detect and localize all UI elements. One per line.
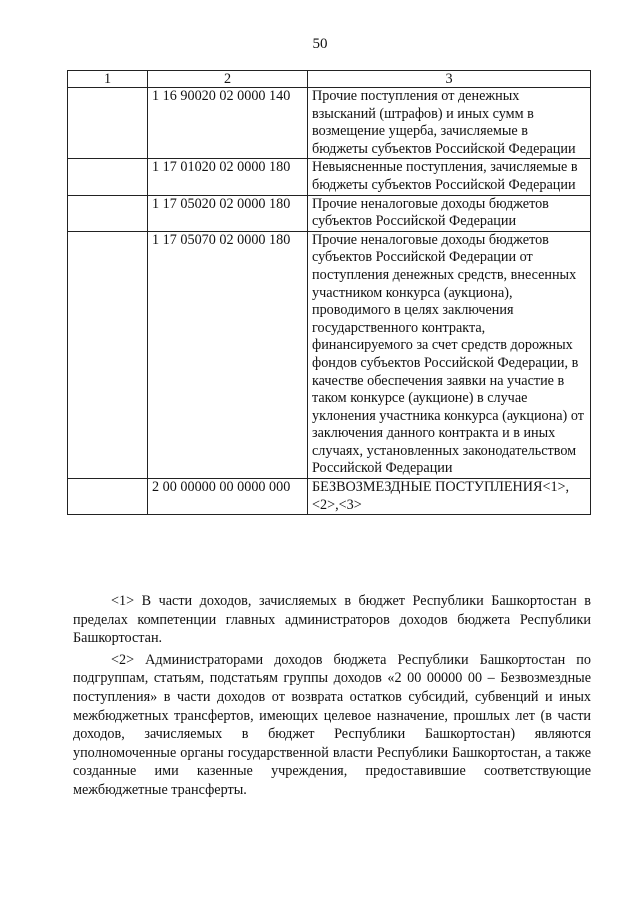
revenue-code-cell: 1 17 01020 02 0000 180	[148, 159, 308, 195]
admin-code-cell	[68, 88, 148, 159]
revenue-name-cell: Прочие неналоговые доходы бюджетов субъектов Российской Федерации	[308, 195, 591, 231]
admin-code-cell	[68, 231, 148, 478]
revenue-name-cell: БЕЗВОЗМЕЗДНЫЕ ПОСТУПЛЕНИЯ<1>,<2>,<3>	[308, 479, 591, 515]
table-header-row	[68, 71, 591, 88]
table-row	[68, 479, 591, 515]
footnote-1: <1> В части доходов, зачисляемых в бюджет Республики Башкортостан в пределах компетенции главных администраторов доходов бюджета Республики Башкортостан.	[73, 593, 591, 647]
header-cell-1: 1	[68, 71, 148, 88]
revenue-codes-table	[67, 70, 591, 515]
table-row	[68, 231, 591, 478]
footnote-2: <2> Администраторами доходов бюджета Республики Башкортостан по подгруппам, статьям, подстатьям группы доходов «2 00 00000 00 – Безвозмездные поступления» в части доходов от возврата остатков субсидий, субвенций и иных межбюджетных трансфертов, имеющих целевое назначение, прошлых лет (в части доходов, зачисляемых в бюджет Республики Башкортостан) являются уполномоченные органы государственной власти Республики Башкортостан, а также созданные ими казенные учреждения, предоставившие соответствующие межбюджетные трансферты.	[73, 651, 591, 798]
revenue-code-cell: 2 00 00000 00 0000 000	[148, 479, 308, 515]
header-cell-3: 3	[308, 71, 591, 88]
revenue-code-cell: 1 17 05070 02 0000 180	[148, 231, 308, 478]
revenue-code-cell: 1 16 90020 02 0000 140	[148, 88, 308, 159]
revenue-name-cell: Невыясненные поступления, зачисляемые в бюджеты субъектов Российской Федерации	[308, 159, 591, 195]
table-row	[68, 159, 591, 195]
table-row	[68, 88, 591, 159]
page-number: 50	[312, 36, 328, 52]
header-cell-2: 2	[148, 71, 308, 88]
revenue-code-cell: 1 17 05020 02 0000 180	[148, 195, 308, 231]
admin-code-cell	[68, 479, 148, 515]
footnotes	[73, 592, 591, 803]
table-row	[68, 195, 591, 231]
revenue-name-cell: Прочие неналоговые доходы бюджетов субъектов Российской Федерации от поступления денежных средств, внесенных участником конкурса (аукциона), проводимого в целях заключения государственного контракта, финансируемого за счет средств дорожных фондов субъектов Российской Федерации, в качестве обеспечения заявки на участие в таком конкурсе (аукционе) в случае уклонения участника конкурса (аукциона) от заключения данного контракта и в иных случаях, установленных законодательством Российской Федерации	[308, 231, 591, 478]
revenue-name-cell: Прочие поступления от денежных взысканий (штрафов) и иных сумм в возмещение ущерба, зачисляемые в бюджеты субъектов Российской Федерации	[308, 88, 591, 159]
admin-code-cell	[68, 159, 148, 195]
admin-code-cell	[68, 195, 148, 231]
